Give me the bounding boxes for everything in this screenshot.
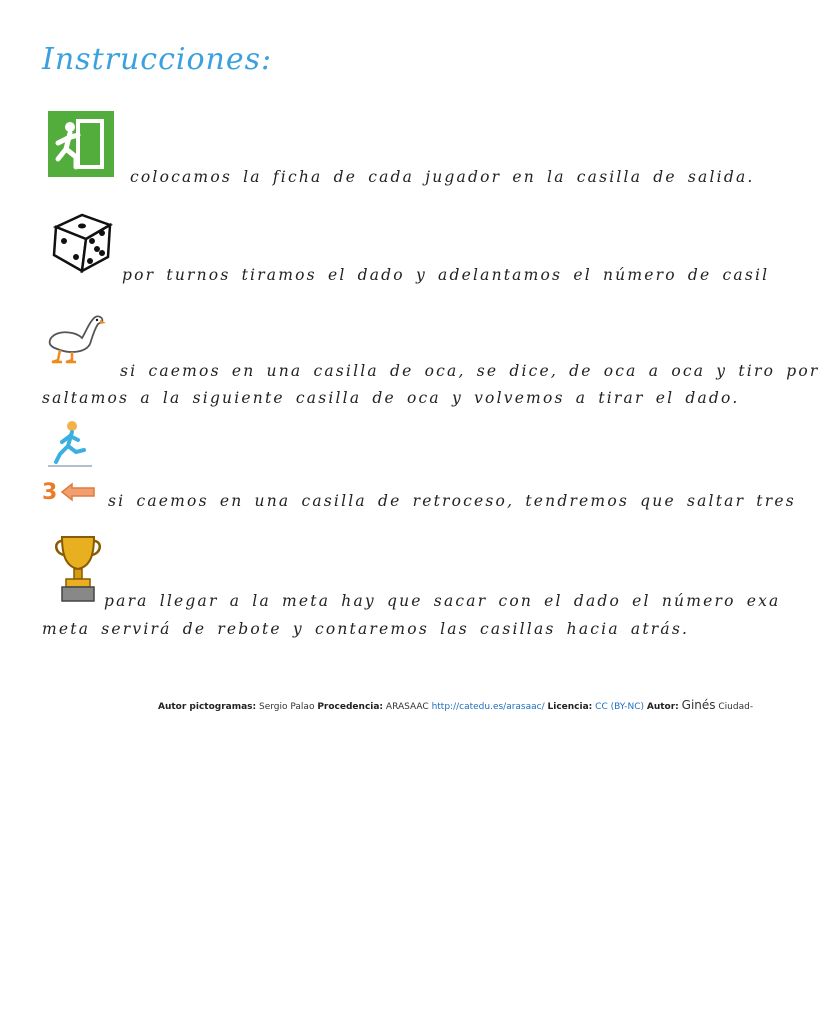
step-5-text-line-2: meta servirá de rebote y contaremos las casillas hacia atrás. [42, 620, 690, 638]
step-4-text: si caemos en una casilla de retroceso, tendremos que saltar tres [108, 492, 796, 510]
credits-author: Sergio Palao [259, 702, 315, 712]
goose-icon [44, 312, 106, 366]
exit-door-icon [48, 111, 114, 177]
credits-creator-rest: Ciudad- [718, 702, 754, 712]
step-5-text-line-1: para llegar a la meta hay que sacar con el dado el número exa [104, 592, 781, 610]
credits-creator-label: Autor: [646, 702, 679, 712]
runner-icon [48, 420, 94, 470]
credits [158, 698, 753, 712]
credits-license-label: Licencia: [547, 702, 593, 712]
page-title: Instrucciones: [42, 42, 273, 77]
step-3-text-line-1: si caemos en una casilla de oca, se dice, de oca a oca y tiro por [120, 362, 820, 380]
back-arrow-icon [60, 482, 96, 502]
dice-icon [52, 209, 114, 275]
credits-origin-label: Procedencia: [317, 702, 384, 712]
trophy-icon [54, 533, 102, 603]
step-2-text: por turnos tiramos el dado y adelantamos el número de casil [122, 266, 770, 284]
credits-license-link[interactable]: CC (BY-NC) [595, 702, 644, 712]
back-number: 3 [42, 480, 58, 505]
step-3-text-line-2: saltamos a la siguiente casilla de oca y volvemos a tirar el dado. [42, 389, 740, 407]
step-1-text: colocamos la ficha de cada jugador en la casilla de salida. [130, 168, 755, 186]
credits-origin: ARASAAC [385, 702, 429, 712]
credits-creator-first: Ginés [681, 698, 716, 712]
credits-author-label: Autor pictogramas: [158, 702, 257, 712]
credits-url-link[interactable]: http://catedu.es/arasaac/ [431, 702, 545, 712]
